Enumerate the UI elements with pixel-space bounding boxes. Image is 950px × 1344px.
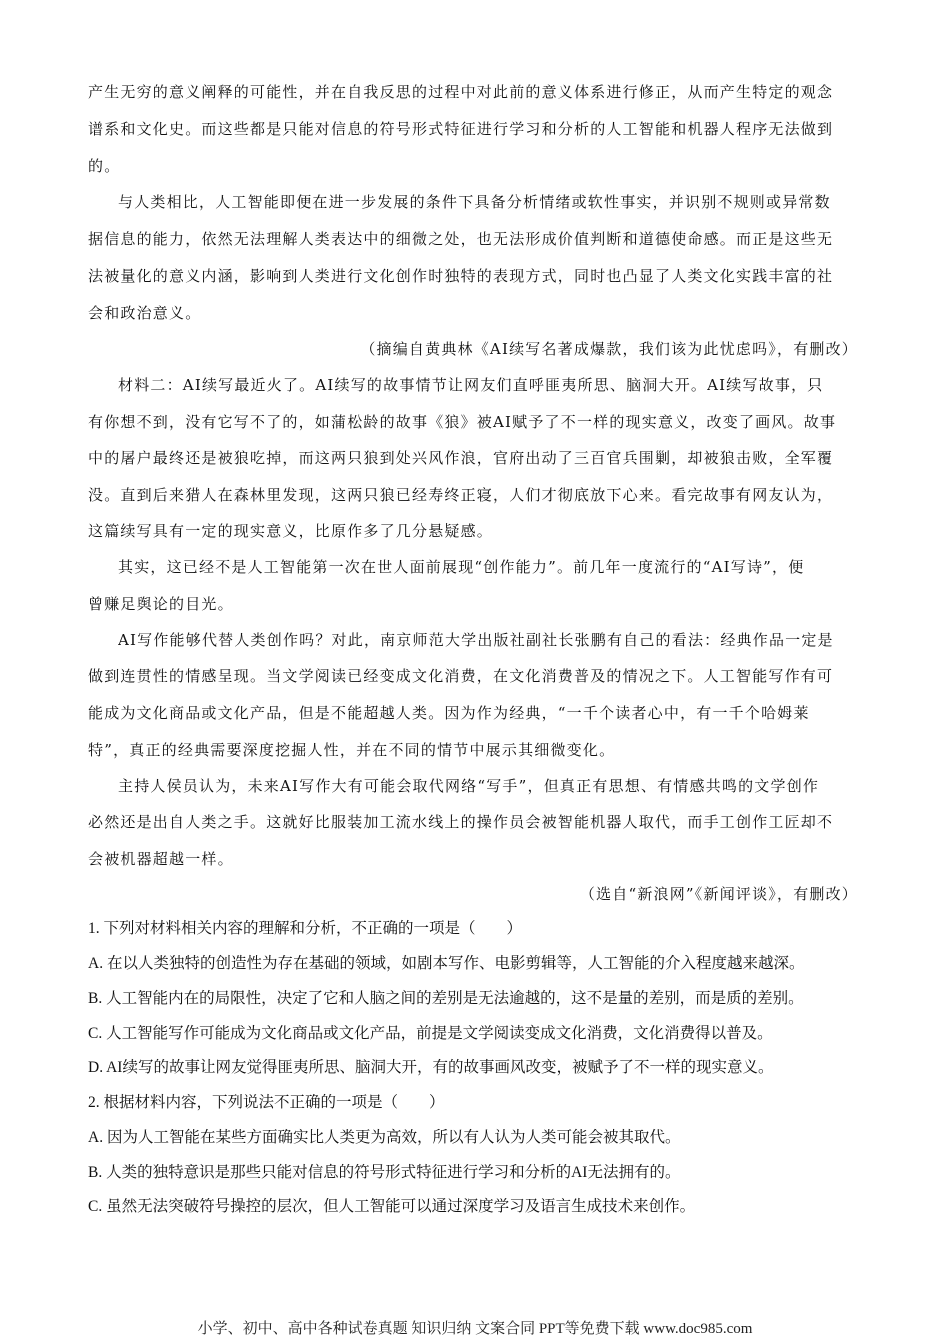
question-1-option-c: C. 人工智能写作可能成为文化商品或文化产品，前提是文学阅读变成文化消费，文化消费得以普及。 bbox=[88, 1025, 773, 1042]
question-2-option-c: C. 虽然无法突破符号操控的层次，但人工智能可以通过深度学习及语言生成技术来创作。 bbox=[88, 1198, 696, 1215]
text-line: 曾赚足舆论的目光。 bbox=[88, 595, 234, 613]
question-1-option-a: A. 在以人类独特的创造性为存在基础的领域，如剧本写作、电影剪辑等，人工智能的介入程度越来越深。 bbox=[88, 955, 805, 972]
text-line: 据信息的能力，依然无法理解人类表达中的细微之处，也无法形成价值判断和道德使命感。而正是这些无 bbox=[88, 230, 834, 248]
text-line: 其实，这已经不是人工智能第一次在世人面前展现“创作能力”。前几年一度流行的“AI写诗”，便 bbox=[118, 558, 805, 576]
text-line: 主持人侯员认为，未来AI写作大有可能会取代网络“写手”，但真正有思想、有情感共鸣的文学创作 bbox=[118, 777, 820, 795]
text-line: 特”，真正的经典需要深度挖掘人性，并在不同的情节中展示其细微变化。 bbox=[88, 741, 616, 759]
text-line: 产生无穷的意义阐释的可能性，并在自我反思的过程中对此前的意义体系进行修正，从而产生特定的观念 bbox=[88, 83, 834, 101]
text-line: 的。 bbox=[88, 157, 121, 175]
source-citation: （摘编自黄典林《AI续写名著成爆款，我们该为此忧虑吗》，有删改） bbox=[360, 340, 858, 358]
footer-watermark: 小学、初中、高中各种试卷真题 知识归纳 文案合同 PPT等免费下载 www.doc985.com bbox=[197, 1321, 753, 1337]
question-1-option-d: D. AI续写的故事让网友觉得匪夷所思、脑洞大开，有的故事画风改变，被赋予了不一样的现实意义。 bbox=[88, 1059, 774, 1076]
text-line: 能成为文化商品或文化产品，但是不能超越人类。因为作为经典，“一千个读者心中，有一千个哈姆莱 bbox=[88, 704, 810, 722]
text-line: 中的屠户最终还是被狼吃掉，而这两只狼到处兴风作浪，官府出动了三百官兵围剿，却被狼击败，全军覆 bbox=[88, 449, 834, 467]
text-line: 法被量化的意义内涵，影响到人类进行文化创作时独特的表现方式，同时也凸显了人类文化实践丰富的社 bbox=[88, 267, 834, 285]
text-line: 会被机器超越一样。 bbox=[88, 850, 234, 868]
text-line: 与人类相比，人工智能即便在进一步发展的条件下具备分析情绪或软性事实，并识别不规则或异常数 bbox=[118, 193, 831, 211]
text-line: 有你想不到，没有它写不了的，如蒲松龄的故事《狼》被AI赋予了不一样的现实意义，改变了画风。故事 bbox=[88, 413, 837, 431]
text-line: 没。直到后来猎人在森林里发现，这两只狼已经寿终正寝，人们才彻底放下心来。看完故事有网友认为， bbox=[88, 486, 834, 504]
question-1-stem: 1. 下列对材料相关内容的理解和分析，不正确的一项是（ ） bbox=[88, 920, 523, 937]
text-line: 材料二：AI续写最近火了。AI续写的故事情节让网友们直呼匪夷所思、脑洞大开。AI续写故事，只 bbox=[118, 376, 824, 394]
question-2-option-b: B. 人类的独特意识是那些只能对信息的符号形式特征进行学习和分析的AI无法拥有的。 bbox=[88, 1164, 681, 1181]
text-line: 会和政治意义。 bbox=[88, 304, 202, 322]
text-line: 必然还是出自人类之手。这就好比服装加工流水线上的操作员会被智能机器人取代，而手工创作工匠却不 bbox=[88, 813, 834, 831]
text-line: AI写作能够代替人类创作吗？对此，南京师范大学出版社副社长张鹏有自己的看法：经典作品一定是 bbox=[118, 631, 834, 649]
question-2-option-a: A. 因为人工智能在某些方面确实比人类更为高效，所以有人认为人类可能会被其取代。 bbox=[88, 1129, 681, 1146]
text-line: 谱系和文化史。而这些都是只能对信息的符号形式特征进行学习和分析的人工智能和机器人程序无法做到 bbox=[88, 120, 834, 138]
question-1-option-b: B. 人工智能内在的局限性，决定了它和人脑之间的差别是无法逾越的，这不是量的差别，而是质的差别。 bbox=[88, 990, 804, 1007]
text-line: 做到连贯性的情感呈现。当文学阅读已经变成文化消费，在文化消费普及的情况之下。人工智能写作有可 bbox=[88, 667, 834, 685]
question-2-stem: 2. 根据材料内容，下列说法不正确的一项是（ ） bbox=[88, 1094, 445, 1111]
text-line: 这篇续写具有一定的现实意义，比原作多了几分悬疑感。 bbox=[88, 522, 494, 540]
source-citation: （选自“新浪网”《新闻评谈》，有删改） bbox=[579, 885, 858, 903]
